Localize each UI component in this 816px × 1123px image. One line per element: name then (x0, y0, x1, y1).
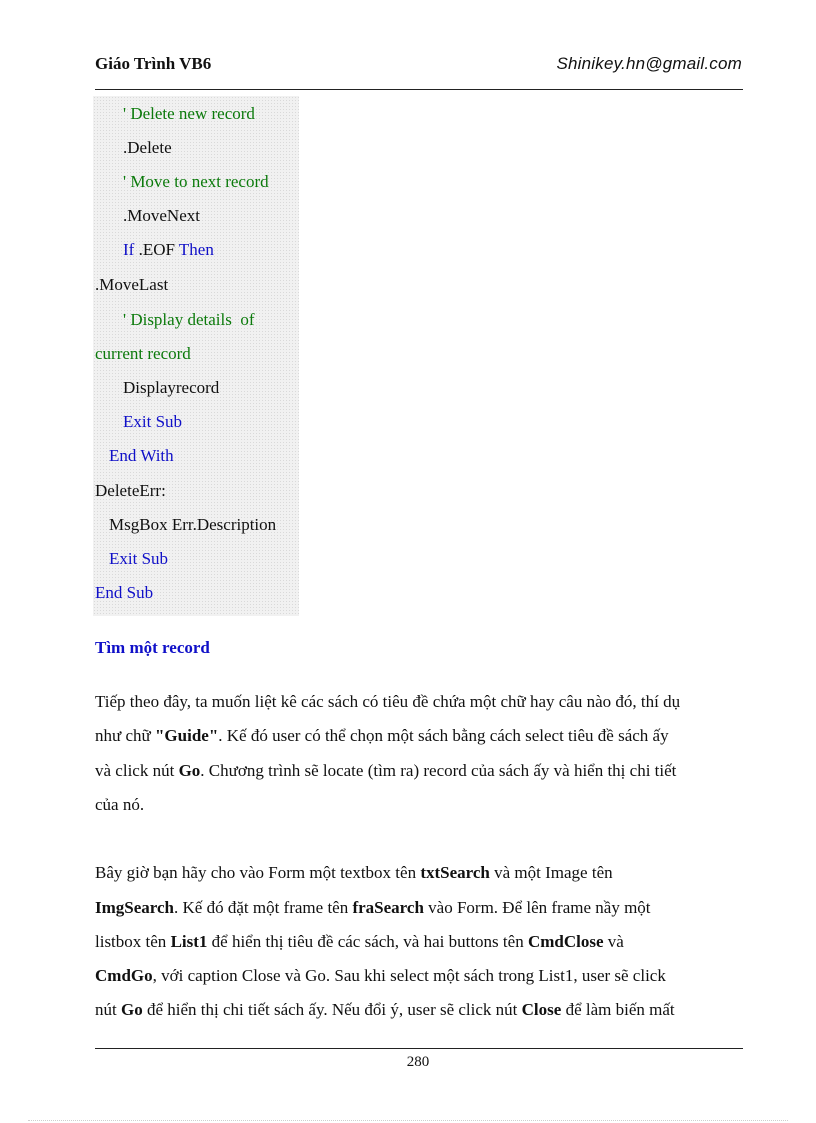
code-line: current record (95, 344, 191, 363)
text-run: và một Image tên (489, 863, 613, 882)
code-line: .MoveLast (95, 275, 169, 294)
bold-term: Close (521, 1000, 562, 1019)
code-line: ' Move to next record (123, 172, 269, 191)
text-run: nút (95, 1000, 121, 1019)
bold-term: Go (178, 761, 201, 780)
code-line: ' Display details of (123, 310, 255, 329)
bold-term: CmdClose (527, 932, 604, 951)
paragraph-line (95, 725, 669, 747)
text-run: listbox tên (95, 932, 171, 951)
text-run: , với caption Close và Go. Sau khi select một sách trong List1, user sẽ click (152, 966, 666, 985)
code-line: End With (109, 446, 174, 465)
paragraph-line (95, 999, 675, 1021)
text-run: để làm biến mất (561, 1000, 675, 1019)
paragraph-line: Tiếp theo đây, ta muốn liệt kê các sách có tiêu đề chứa một chữ hay câu nào đó, thí dụ (95, 692, 681, 711)
code-keyword: Then (178, 240, 214, 259)
code-line: .Delete (123, 138, 172, 157)
code-line (123, 240, 214, 260)
code-line: .MoveNext (123, 206, 200, 225)
text-run: và click nút (95, 761, 179, 780)
page-number: 280 (406, 1054, 430, 1070)
text-run: như chữ (95, 726, 155, 745)
code-line: ' Delete new record (123, 104, 255, 123)
section-heading: Tìm một record (95, 638, 210, 657)
text-run: và (603, 932, 624, 951)
paragraph-line (95, 965, 666, 987)
bold-term: Go (120, 1000, 143, 1019)
text-run: . Kế đó đặt một frame tên (174, 898, 353, 917)
code-line: DeleteErr: (95, 481, 166, 500)
code-keyword: If (123, 240, 135, 259)
footer-divider (95, 1048, 743, 1049)
code-line: MsgBox Err.Description (109, 515, 277, 534)
code-line: Displayrecord (123, 378, 220, 397)
text-run: để hiển thị tiêu đề các sách, và hai buttons tên (207, 932, 528, 951)
code-line: Exit Sub (109, 549, 169, 568)
bold-term: CmdGo (95, 966, 153, 985)
paragraph-line (95, 897, 651, 919)
paragraph-line (95, 862, 613, 884)
bold-term: ImgSearch (95, 898, 175, 917)
paragraph-line: của nó. (95, 795, 145, 814)
header-divider (95, 89, 743, 90)
code-text: .EOF (134, 240, 179, 259)
code-line: End Sub (95, 583, 154, 602)
text-run: để hiển thị chi tiết sách ấy. Nếu đổi ý, user sẽ click nút (142, 1000, 522, 1019)
page-edge-divider (28, 1120, 788, 1121)
header-title: Giáo Trình VB6 (95, 54, 212, 73)
text-run: vào Form. Để lên frame nầy một (423, 898, 651, 917)
paragraph-line (95, 760, 676, 782)
code-line: Exit Sub (123, 412, 183, 431)
bold-term: fraSearch (352, 898, 424, 917)
text-run: Bây giờ bạn hãy cho vào Form một textbox tên (95, 863, 421, 882)
bold-term: txtSearch (420, 863, 490, 882)
bold-term: List1 (170, 932, 208, 951)
bold-term: "Guide" (154, 726, 219, 745)
text-run: . Kế đó user có thể chọn một sách bằng cách select tiêu đề sách ấy (218, 726, 669, 745)
header-email: Shinikey.hn@gmail.com (556, 54, 742, 73)
paragraph-line (95, 931, 624, 953)
text-run: . Chương trình sẽ locate (tìm ra) record của sách ấy và hiển thị chi tiết (200, 761, 677, 780)
